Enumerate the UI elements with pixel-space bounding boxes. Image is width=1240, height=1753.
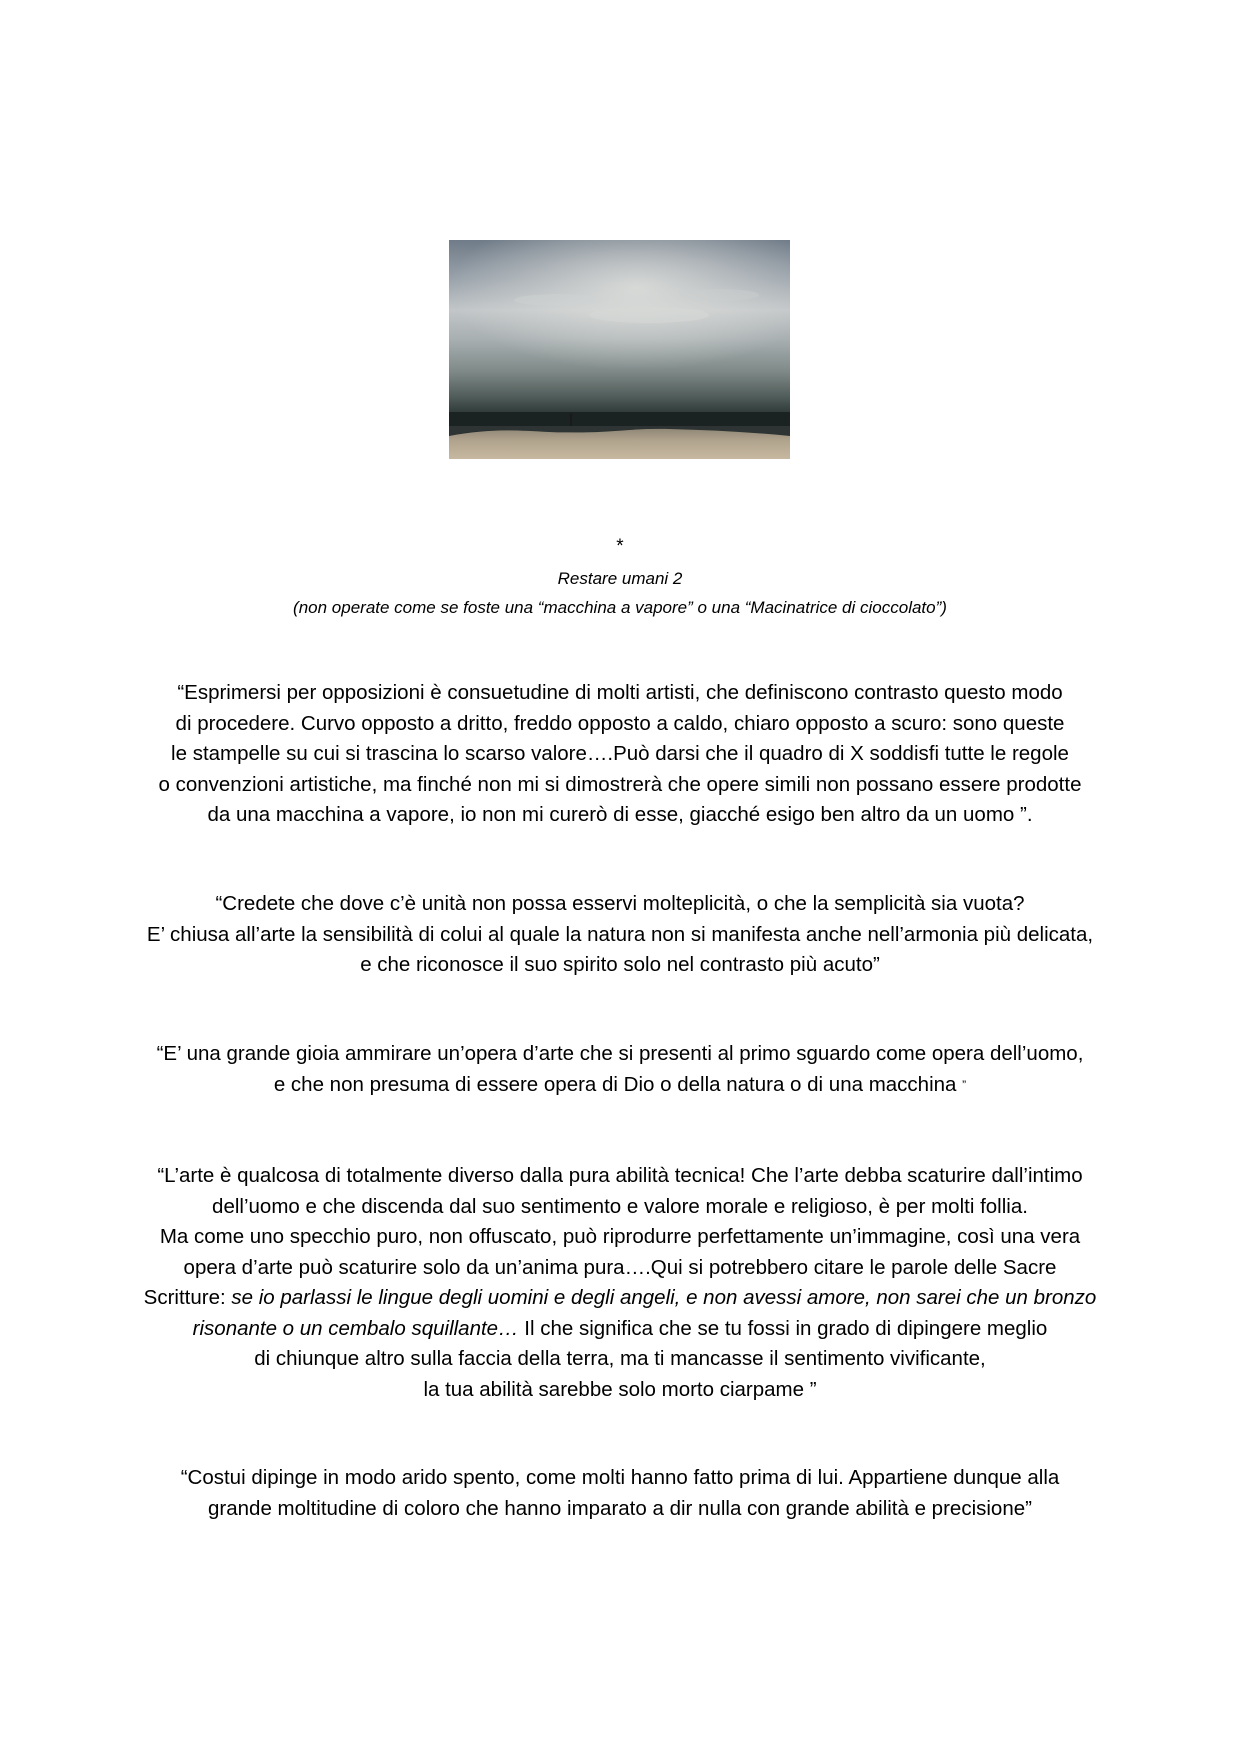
quote-3 — [60, 1039, 1180, 1100]
scripture-citation: se io parlassi le lingue degli uomini e degli angeli, e non avessi amore, non sarei che un bronzo — [231, 1286, 1097, 1309]
quote-4-line: Ma come uno specchio puro, non offuscato, può riprodurre perfettamente un’immagine, così una vera — [159, 1225, 1081, 1248]
page-subtitle: (non operate come se foste una “macchina a vapore” o una “Macinatrice di cioccolato”) — [293, 598, 947, 617]
quote-4-line: dell’uomo e che discenda dal suo sentimento e valore morale e religioso, è per molti follia. — [212, 1194, 1028, 1218]
quote-1-line: “Esprimersi per opposizioni è consuetudine di molti artisti, che definiscono contrasto questo modo — [177, 681, 1063, 704]
quote-4-line: di chiunque altro sulla faccia della terra, ma ti mancasse il sentimento vivificante, — [254, 1347, 986, 1370]
asterisk-divider: * — [616, 536, 624, 557]
quote-4 — [60, 1161, 1180, 1405]
closing-quote-mark: ” — [962, 1077, 967, 1092]
quote-5-line: grande moltitudine di coloro che hanno imparato a dir nulla con grande abilità e precisione” — [208, 1496, 1032, 1520]
quote-4-plain-text: Il che significa che se tu fossi in grado di dipingere meglio — [518, 1316, 1048, 1340]
quote-3-line — [60, 1070, 1180, 1101]
quote-1 — [60, 678, 1180, 831]
quote-4-line: la tua abilità sarebbe solo morto ciarpame ” — [423, 1377, 817, 1401]
quote-4-line — [60, 1283, 1180, 1314]
quote-1-line: di procedere. Curvo opposto a dritto, freddo opposto a caldo, chiaro opposto a scuro: sono queste — [175, 711, 1065, 735]
quote-2-line: e che riconosce il suo spirito solo nel contrasto più acuto” — [360, 953, 880, 976]
quote-1-line: o convenzioni artistiche, ma finché non mi si dimostrerà che opere simili non possano essere prodotte — [158, 772, 1082, 796]
quote-1-line: le stampelle su cui si trascina lo scarso valore….Può darsi che il quadro di X soddisfi tutte le regole — [171, 742, 1069, 765]
quote-4-line: opera d’arte può scaturire solo da un’anima pura….Qui si potrebbero citare le parole delle Sacre — [183, 1255, 1057, 1279]
quote-3-text: e che non presuma di essere opera di Dio o della natura o di una macchina — [273, 1072, 957, 1096]
quote-5 — [60, 1463, 1180, 1524]
painting-svg — [449, 240, 790, 459]
quote-2 — [60, 889, 1180, 981]
quote-1-line: da una macchina a vapore, io non mi curerò di esse, giacché esigo ben altro da un uomo ”. — [207, 803, 1033, 826]
scripture-citation: risonante o un cembalo squillante… — [192, 1316, 519, 1340]
quote-4-plain-text: Scritture: — [143, 1286, 232, 1309]
painting-image — [449, 240, 790, 459]
quote-5-line: “Costui dipinge in modo arido spento, come molti hanno fatto prima di lui. Appartiene dunque alla — [180, 1466, 1060, 1489]
quote-4-line: “L’arte è qualcosa di totalmente diverso dalla pura abilità tecnica! Che l’arte debba scaturire dall’intimo — [157, 1164, 1083, 1187]
quote-2-line: E’ chiusa all’arte la sensibilità di colui al quale la natura non si manifesta anche nell’armonia più delicata, — [146, 922, 1094, 946]
quote-2-line: “Credete che dove c’è unità non possa esservi molteplicità, o che la semplicità sia vuota? — [215, 892, 1025, 915]
page-title: Restare umani 2 — [557, 569, 683, 588]
quote-3-line: “E’ una grande gioia ammirare un’opera d’arte che si presenti al primo sguardo come opera dell’uomo, — [156, 1042, 1084, 1065]
quote-4-line — [60, 1314, 1180, 1345]
